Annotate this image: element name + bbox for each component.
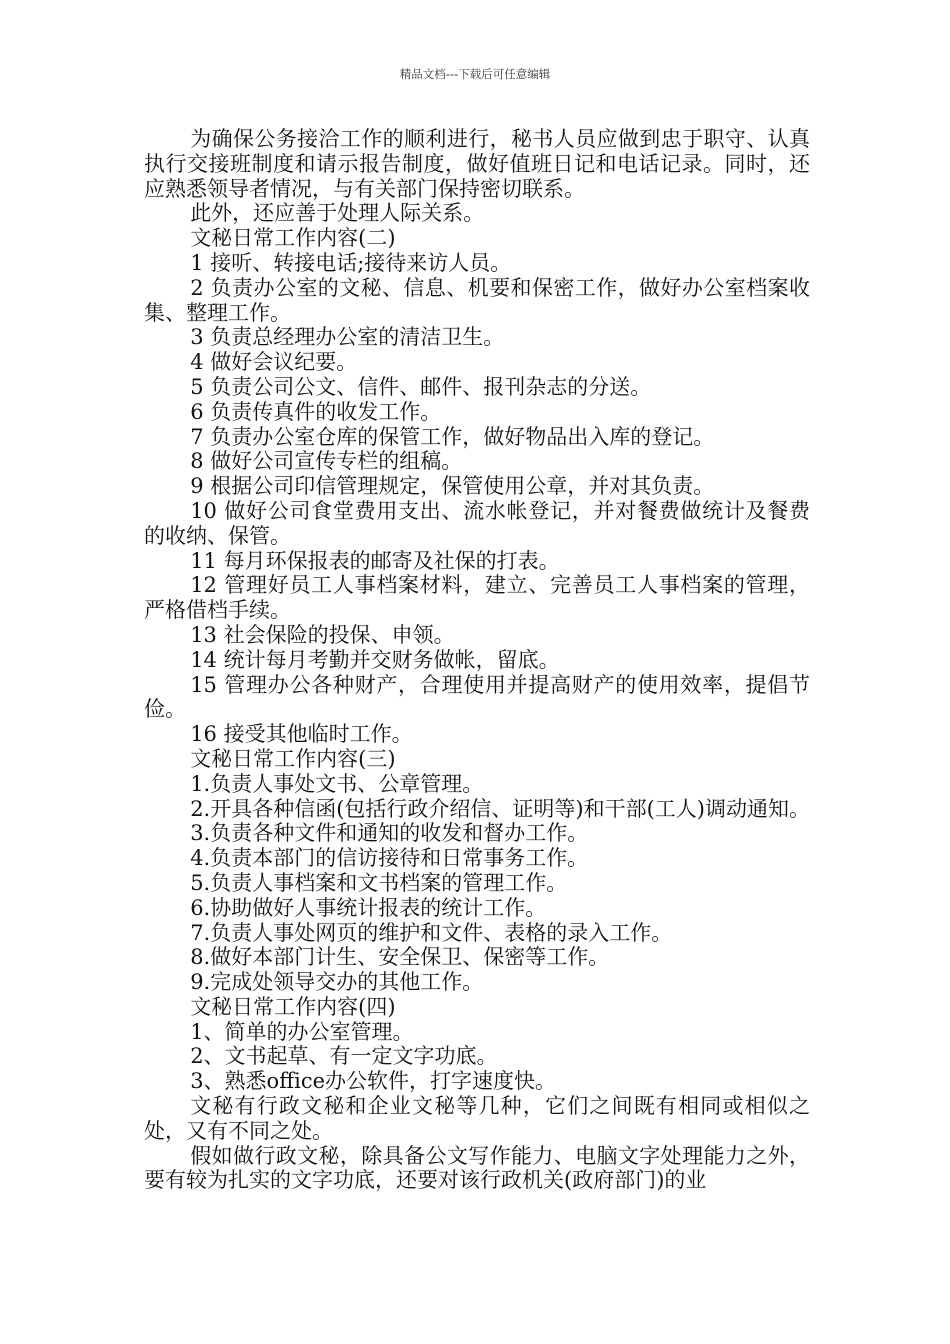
paragraph: 12 管理好员工人事档案材料，建立、完善员工人事档案的管理，严格借档手续。 [144,573,810,623]
page-header: 精品文档---下载后可任意编辑 [399,67,551,81]
paragraph: 11 每月环保报表的邮寄及社保的打表。 [190,548,560,573]
paragraph: 文秘日常工作内容(四) [190,994,396,1019]
paragraph: 为确保公务接洽工作的顺利进行，秘书人员应做到忠于职守、认真执行交接班制度和请示报告制度，做好值班日记和电话记录。同时，还应熟悉领导者情况，与有关部门保持密切联系。 [144,127,810,201]
paragraph: 3.负责各种文件和通知的收发和督办工作。 [190,821,589,846]
paragraph: 1 接听、转接电话;接待来访人员。 [190,250,512,275]
paragraph: 2、文书起草、有一定文字功底。 [190,1044,498,1069]
paragraph: 9.完成处领导交办的其他工作。 [190,970,484,995]
paragraph: 3、熟悉office办公软件，打字速度快。 [190,1069,557,1094]
paragraph: 7 负责办公室仓库的保管工作，做好物品出入库的登记。 [190,424,715,449]
paragraph: 14 统计每月考勤并交财务做帐，留底。 [190,647,560,672]
document-body [144,127,810,1193]
paragraph: 1、简单的办公室管理。 [190,1019,414,1044]
paragraph: 9 根据公司印信管理规定，保管使用公章，并对其负责。 [190,474,715,499]
paragraph: 8.做好本部门计生、安全保卫、保密等工作。 [190,945,610,970]
paragraph: 5.负责人事档案和文书档案的管理工作。 [190,870,568,895]
paragraph: 7.负责人事处网页的维护和文件、表格的录入工作。 [190,920,673,945]
paragraph: 6.协助做好人事统计报表的统计工作。 [190,895,547,920]
paragraph: 5 负责公司公文、信件、邮件、报刊杂志的分送。 [190,374,652,399]
paragraph: 假如做行政文秘，除具备公文写作能力、电脑文字处理能力之外，要有较为扎实的文字功底，还要对该行政机关(政府部门)的业 [144,1143,810,1193]
paragraph: 6 负责传真件的收发工作。 [190,399,442,424]
paragraph: 4 做好会议纪要。 [190,350,358,375]
paragraph: 文秘有行政文秘和企业文秘等几种，它们之间既有相同或相似之处，又有不同之处。 [144,1094,810,1143]
paragraph: 文秘日常工作内容(二) [190,226,396,251]
paragraph: 15 管理办公各种财产，合理使用并提高财产的使用效率，提倡节俭。 [144,672,810,722]
paragraph: 此外，还应善于处理人际关系。 [190,201,485,226]
paragraph: 10 做好公司食堂费用支出、流水帐登记，并对餐费做统计及餐费的收纳、保管。 [144,498,810,548]
paragraph: 文秘日常工作内容(三) [190,746,396,771]
paragraph: 1.负责人事处文书、公章管理。 [190,771,484,796]
paragraph: 8 做好公司宣传专栏的组稿。 [190,449,463,474]
paragraph: 3 负责总经理办公室的清洁卫生。 [190,325,505,350]
paragraph: 2.开具各种信函(包括行政介绍信、证明等)和干部(工人)调动通知。 [190,796,810,821]
paragraph: 13 社会保险的投保、申领。 [190,622,455,647]
paragraph: 16 接受其他临时工作。 [190,722,413,747]
paragraph: 2 负责办公室的文秘、信息、机要和保密工作，做好办公室档案收集、整理工作。 [144,275,810,325]
paragraph: 4.负责本部门的信访接待和日常事务工作。 [190,846,589,871]
